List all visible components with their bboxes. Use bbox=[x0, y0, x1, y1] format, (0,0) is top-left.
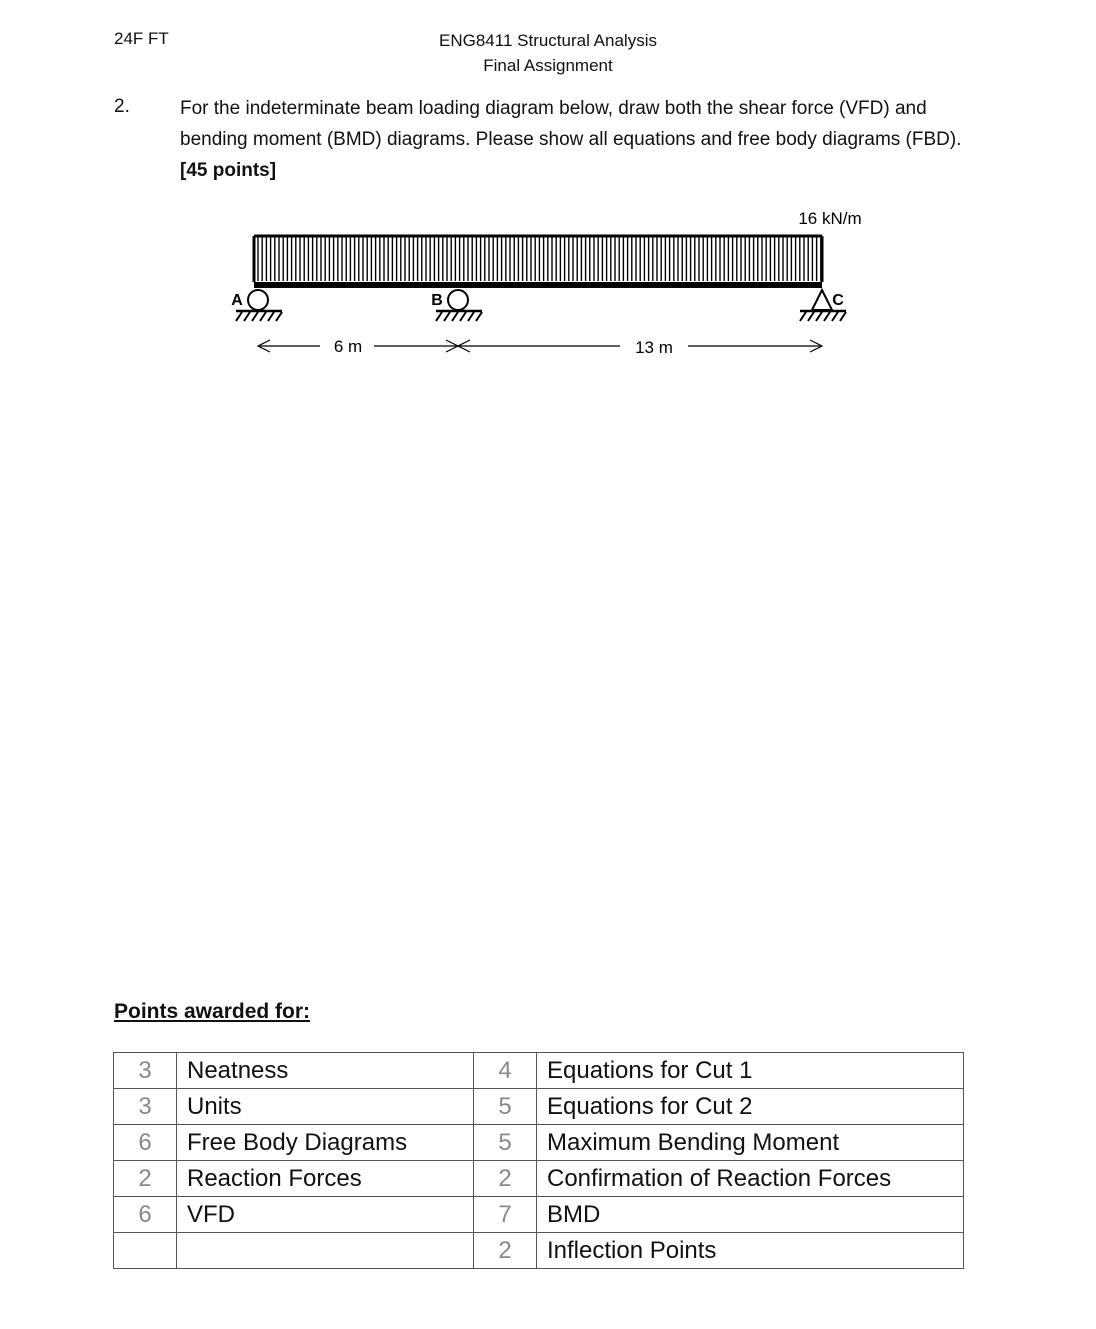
rubric-points-right: 5 bbox=[474, 1089, 537, 1125]
span-bc-label: 13 m bbox=[635, 338, 673, 357]
rubric-row bbox=[114, 1089, 964, 1125]
rubric-points-left: 6 bbox=[114, 1197, 177, 1233]
rubric-item-left: Neatness bbox=[177, 1053, 474, 1089]
rubric-item-right: Inflection Points bbox=[537, 1233, 964, 1269]
question-body: For the indeterminate beam loading diagram below, draw both the shear force (VFD) and bending moment (BMD) diagrams. Please show all equations and free body diagrams (FBD). bbox=[180, 98, 962, 150]
support-c-label: C bbox=[832, 292, 844, 309]
rubric-item-right: BMD bbox=[537, 1197, 964, 1233]
rubric-points-right: 2 bbox=[474, 1161, 537, 1197]
support-a-label: A bbox=[231, 292, 243, 309]
support-a-roller bbox=[236, 290, 282, 321]
rubric-item-left: Reaction Forces bbox=[177, 1161, 474, 1197]
rubric-points-right: 2 bbox=[474, 1233, 537, 1269]
question-text bbox=[180, 93, 970, 186]
beam bbox=[254, 282, 822, 288]
points-heading: Points awarded for: bbox=[114, 1000, 311, 1023]
rubric-item-left bbox=[177, 1233, 474, 1269]
rubric-points-left: 6 bbox=[114, 1125, 177, 1161]
rubric-points-right: 7 bbox=[474, 1197, 537, 1233]
rubric-points-left: 3 bbox=[114, 1089, 177, 1125]
rubric-points-right: 4 bbox=[474, 1053, 537, 1089]
distributed-load bbox=[254, 236, 822, 282]
load-label: 16 kN/m bbox=[798, 209, 862, 228]
rubric-points-right: 5 bbox=[474, 1125, 537, 1161]
beam-loading-diagram bbox=[0, 195, 1096, 365]
question-number: 2. bbox=[114, 96, 130, 117]
rubric-row bbox=[114, 1125, 964, 1161]
rubric-item-left: VFD bbox=[177, 1197, 474, 1233]
rubric-row bbox=[114, 1053, 964, 1089]
span-ab-label: 6 m bbox=[333, 337, 363, 356]
rubric-row bbox=[114, 1161, 964, 1197]
document-header bbox=[0, 28, 1096, 78]
course-title: ENG8411 Structural Analysis bbox=[439, 31, 657, 50]
rubric-item-right: Maximum Bending Moment bbox=[537, 1125, 964, 1161]
rubric-item-right: Confirmation of Reaction Forces bbox=[537, 1161, 964, 1197]
rubric-row bbox=[114, 1233, 964, 1269]
course-code: 24F FT bbox=[114, 29, 169, 48]
rubric-points-left bbox=[114, 1233, 177, 1269]
support-b-label: B bbox=[431, 292, 443, 309]
assignment-title: Final Assignment bbox=[483, 56, 613, 75]
support-b-roller bbox=[436, 290, 482, 321]
rubric-points-left: 3 bbox=[114, 1053, 177, 1089]
rubric-item-left: Free Body Diagrams bbox=[177, 1125, 474, 1161]
rubric-item-right: Equations for Cut 2 bbox=[537, 1089, 964, 1125]
rubric-item-right: Equations for Cut 1 bbox=[537, 1053, 964, 1089]
points-rubric-table bbox=[113, 1052, 964, 1269]
rubric-row bbox=[114, 1197, 964, 1233]
rubric-points-left: 2 bbox=[114, 1161, 177, 1197]
question-points: [45 points] bbox=[180, 160, 277, 181]
rubric-item-left: Units bbox=[177, 1089, 474, 1125]
